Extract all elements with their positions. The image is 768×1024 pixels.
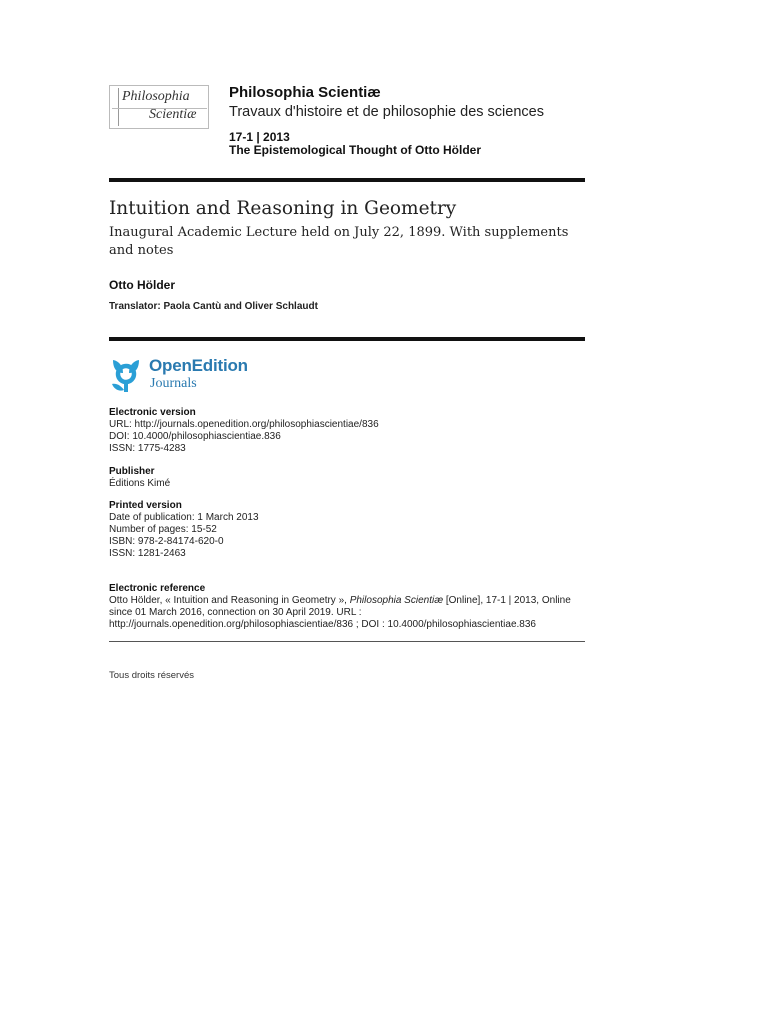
printed-version-heading: Printed version [109,500,182,511]
publisher-heading: Publisher [109,466,155,477]
printed-version-block [109,500,259,560]
bottom-divider [109,641,585,642]
electronic-version-heading: Electronic version [109,407,196,418]
issue-number[interactable]: 17-1 | 2013 [229,130,290,144]
article-subtitle: Inaugural Academic Lecture held on July 22, 1899. With supplements and notes [109,225,569,258]
electronic-issn: ISSN: 1775-4283 [109,443,186,454]
electronic-doi[interactable]: DOI: 10.4000/philosophiascientiae.836 [109,431,281,442]
publisher-name: Éditions Kimé [109,478,171,489]
openedition-flower-icon [109,357,143,395]
journal-logo [109,85,209,129]
electronic-reference-heading: Electronic reference [109,583,206,594]
electronic-url[interactable]: URL: http://journals.openedition.org/philosophiascientiae/836 [109,419,379,430]
journal-title[interactable]: Philosophia Scientiæ [229,84,381,101]
article-title[interactable]: Intuition and Reasoning in Geometry [109,198,457,219]
reference-journal: Philosophia Scientiæ [349,595,444,606]
reference-prefix: Otto Hölder, « Intuition and Reasoning in Geometry », [109,595,350,606]
logo-text-line2: Scientiæ [149,107,197,122]
publisher-block [109,466,170,490]
openedition-name: OpenEdition [149,356,248,375]
journal-subtitle: Travaux d'histoire et de philosophie des sciences [229,104,544,120]
rights-notice: Tous droits réservés [109,670,195,681]
printed-isbn: ISBN: 978-2-84174-620-0 [109,536,224,547]
top-divider [109,178,585,182]
printed-pages: Number of pages: 15-52 [109,524,217,535]
electronic-version-block [109,407,379,455]
openedition-journals: Journals [150,376,197,391]
reference-suffix[interactable]: [Online], 17-1 | 2013, Online since 01 March 2016, connection on 30 April 2019. URL : http://journals.openedition.org/philosophiascientiae/836 ; DOI : 10.4000/philosophiascientiae.836 [109,595,571,630]
logo-rule-vertical [118,88,119,126]
author-name[interactable]: Otto Hölder [109,278,175,292]
translator-credit: Translator: Paola Cantù and Oliver Schlaudt [109,301,318,312]
electronic-reference-text [109,595,589,631]
middle-divider [109,337,585,341]
issue-title[interactable]: The Epistemological Thought of Otto Hölder [229,143,481,157]
electronic-reference-block [109,583,589,631]
logo-text-line1: Philosophia [122,89,190,104]
printed-issn: ISSN: 1281-2463 [109,548,186,559]
printed-date: Date of publication: 1 March 2013 [109,512,259,523]
